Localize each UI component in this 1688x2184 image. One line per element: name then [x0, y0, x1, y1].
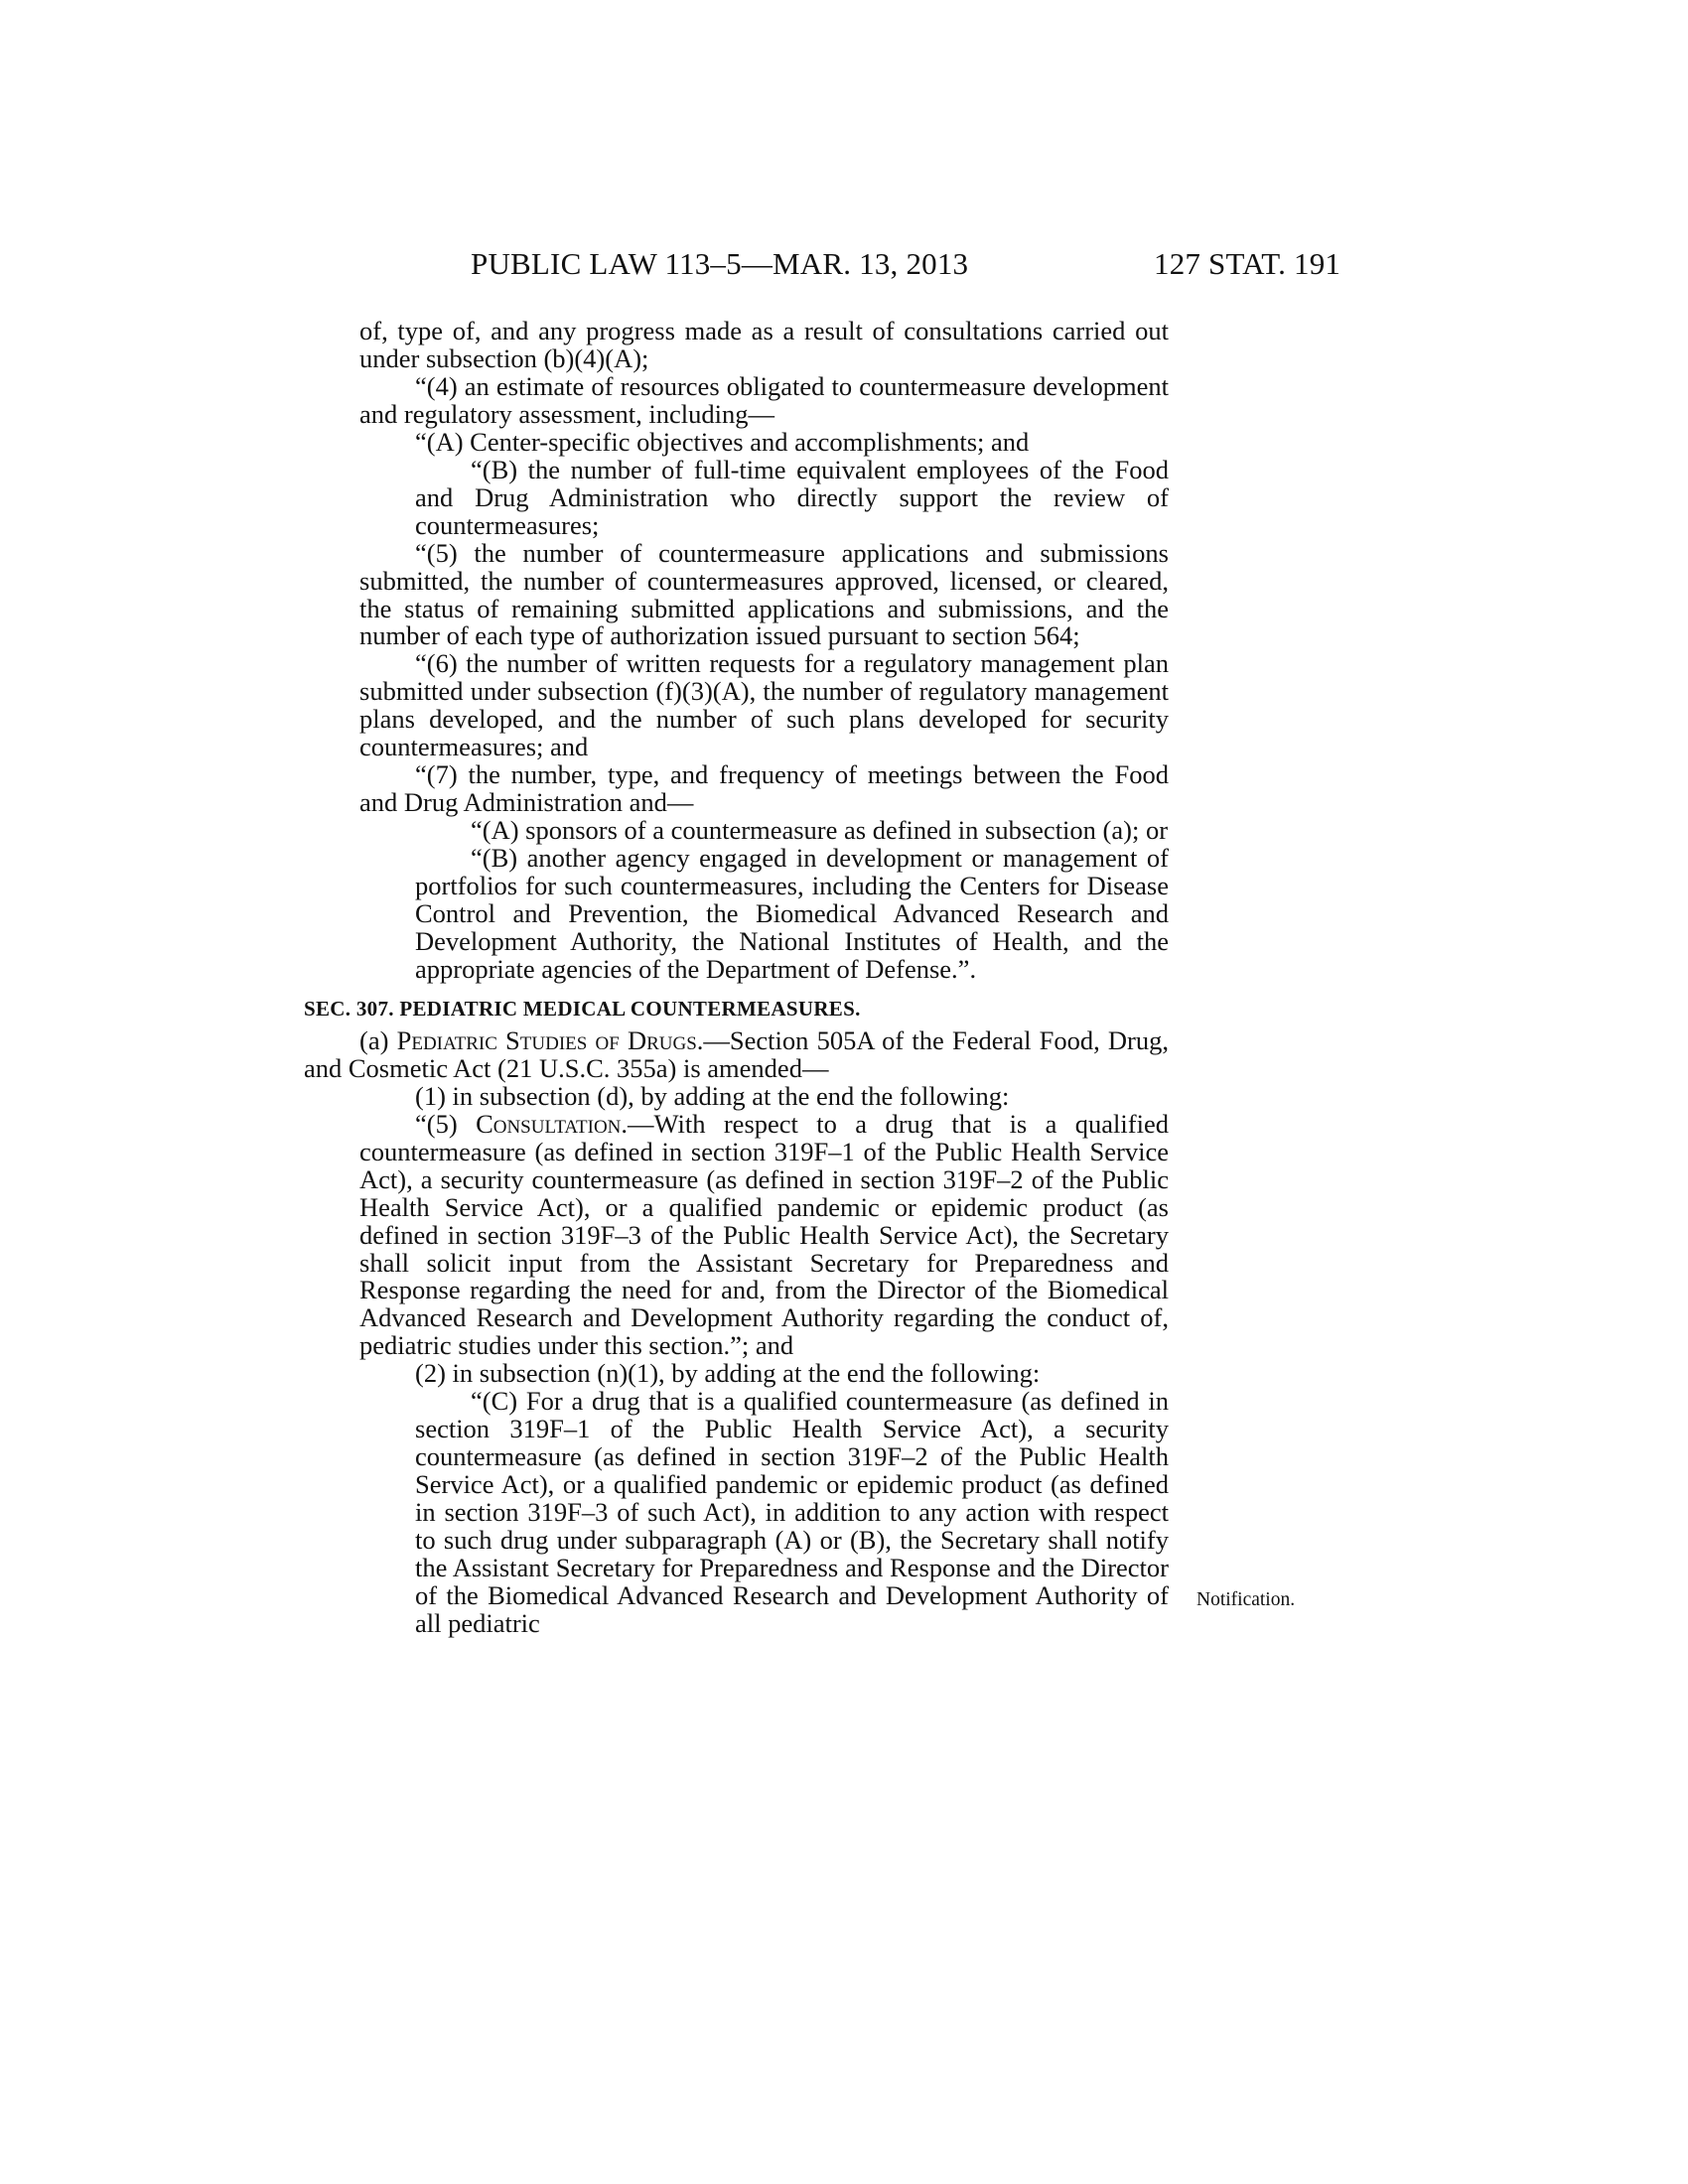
paragraph-continuation: of, type of, and any progress made as a result of consultations carried out under subsection (b)(4)(A); — [359, 316, 1169, 373]
section-heading: SEC. 307. PEDIATRIC MEDICAL COUNTERMEASURES. — [304, 996, 861, 1021]
item-2-quoted-subparagraph-c: “(C) For a drug that is a qualified countermeasure (as defined in section 319F–1 of the Public Health Service Act), a security countermeasure (as defined in section 319F–2 of the Public Health Service Act), or a qualified pandemic or epidemic product (as defined in section 319F–3 of such Act), in addition to any action with respect to such drug under subparagraph (A) or (B), the Secretary shall notify the Assistant Secretary for Preparedness and Response and the Director of the Biomedical Advanced Research and Development Authority of all pediatric — [415, 1386, 1169, 1638]
paragraph-7: “(7) the number, type, and frequency of meetings between the Food and Drug Administration and— — [359, 759, 1169, 818]
paragraph-6: “(6) the number of written requests for a regulatory management plan submitted under subsection (f)(3)(A), the number of regulatory management plans developed, and the number of such plans developed for security countermeasures; and — [359, 648, 1169, 762]
paragraph-7b: “(B) another agency engaged in development or management of portfolios for such countermeasures, including the Centers for Disease Control and Prevention, the Biomedical Advanced Research and Development Authority, the National Institutes of Health, and the appropriate agencies of the Department of Defense.”. — [415, 843, 1169, 984]
header-stat-citation: 127 STAT. 191 — [1154, 246, 1341, 281]
item-1-quoted-paragraph-5 — [359, 1108, 1169, 1361]
subsection-a-label: (a) — [359, 1024, 397, 1055]
consultation-text: .—With respect to a drug that is a qualified countermeasure (as defined in section 319F–1 of the Public Health Service Act), a security countermeasure (as defined in section 319F–2 of the Public Health Service Act), or a qualified pandemic or epidemic product (as defined in section 319F–3 of the Public Health Service Act), the Secretary shall solicit input from the Assistant Secretary for Preparedness and Response regarding the need for and, from the Director of the Biomedical Advanced Research and Development Authority regarding the conduct of, pediatric studies under this section.”; and — [359, 1108, 1169, 1361]
subsection-a-heading: Pediatric Studies of Drugs — [396, 1024, 697, 1055]
paragraph-4: “(4) an estimate of resources obligated to countermeasure development and regulatory assessment, including— — [359, 370, 1169, 429]
subsection-a-text: .—Section 505A of the Federal Food, Drug, and Cosmetic Act (21 U.S.C. 355a) is amended— — [304, 1024, 1169, 1083]
paragraph-4a-text: “(A) Center-specific objectives and accomplishments; and — [415, 426, 1030, 457]
header-title: PUBLIC LAW 113–5—MAR. 13, 2013 — [471, 246, 969, 281]
item-1-quote-label: “(5) — [415, 1108, 477, 1139]
paragraph-4a — [359, 426, 1169, 457]
consultation-heading: Consultation — [476, 1108, 622, 1139]
item-1: (1) in subsection (d), by adding at the end the following: — [415, 1080, 1010, 1111]
paragraph-7a: “(A) sponsors of a countermeasure as defined in subsection (a); or — [471, 815, 1169, 846]
page-header — [0, 244, 1688, 284]
paragraph-5: “(5) the number of countermeasure applications and submissions submitted, the number of countermeasures approved, licensed, or cleared, the status of remaining submitted applications and submissions, and the number of each type of authorization issued pursuant to section 564; — [359, 537, 1169, 651]
margin-note-notification: Notification. — [1196, 1589, 1296, 1610]
body-text — [304, 316, 1169, 1638]
subsection-a — [304, 1024, 1169, 1083]
item-2: (2) in subsection (n)(1), by adding at the end the following: — [415, 1358, 1041, 1389]
paragraph-4b: “(B) the number of full-time equivalent employees of the Food and Drug Administration who directly support the review of countermeasures; — [415, 454, 1169, 540]
